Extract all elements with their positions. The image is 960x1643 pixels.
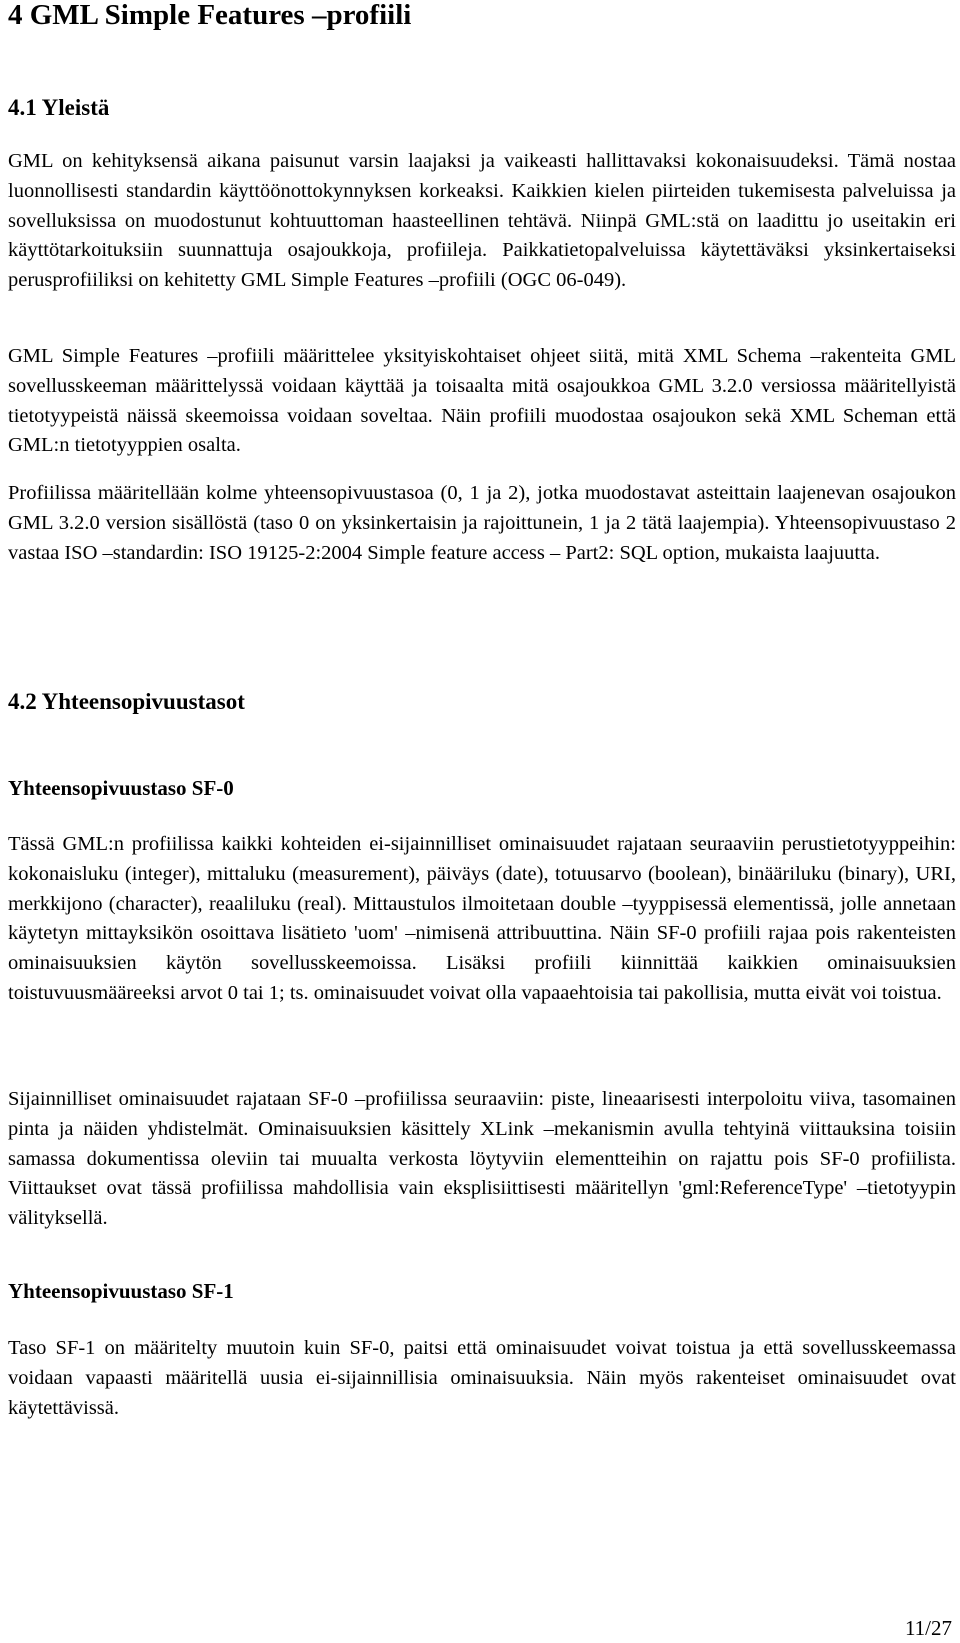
- chapter-title: 4 GML Simple Features –profiili: [8, 0, 412, 31]
- paragraph-sf0-nonspatial: [8, 830, 956, 1009]
- paragraph-sf1: [8, 1334, 956, 1423]
- paragraph-profile-definition: [8, 342, 956, 461]
- paragraph-intro: [8, 147, 956, 296]
- subsection-title-sf0: Yhteensopivuustaso SF-0: [8, 776, 234, 800]
- paragraph-sf0-spatial: [8, 1085, 956, 1234]
- paragraph-text: Profiilissa määritellään kolme yhteensopivuustasoa (0, 1 ja 2), jotka muodostavat asteittain laajenevan osajoukon GML 3.2.0 version sisällöstä (taso 0 on yksinkertaisin ja rajoittunein, 1 ja 2 tätä laajempia). Yhteensopivuustaso 2 vastaa ISO –standardin: ISO 19125-2:2004 Simple feature access – Part2: SQL option, mukaista laajuutta.: [8, 482, 956, 564]
- section-title-compliance-levels: 4.2 Yhteensopivuustasot: [8, 689, 245, 714]
- paragraph-text: Tässä GML:n profiilissa kaikki kohteiden ei-sijainnilliset ominaisuudet rajataan seuraaviin perustietotyyppeihin: kokonaisluku (integer), mittaluku (measurement), päiväys (date), totuusarvo (boolean), binääriluku (binary), URI, merkkijono (character), reaaliluku (real). Mittaustulos ilmoitetaan double –tyyppisessä elementissä, jolle annetaan käytetyn mittayksikön osoittava lisätieto 'uom' –nimisenä attribuuttina. Näin SF-0 profiili rajaa pois rakenteisten ominaisuuksien käytön sovellusskeemoissa. Lisäksi profiili kiinnittää kaikkien ominaisuuksien toistuvuusmääreeksi arvot 0 tai 1; ts. ominaisuudet voivat olla vapaaehtoisia tai pakollisia, mutta eivät voi toistua.: [8, 833, 956, 1004]
- paragraph-text: Taso SF-1 on määritelty muutoin kuin SF-0, paitsi että ominaisuudet voivat toistua ja että sovellusskeemassa voidaan vapaasti määritellä uusia ei-sijainnillisia ominaisuuksia. Näin myös rakenteiset ominaisuudet ovat käytettävissä.: [8, 1337, 956, 1419]
- paragraph-text: GML Simple Features –profiili määrittelee yksityiskohtaiset ohjeet siitä, mitä XML Schema –rakenteita GML sovellusskeeman määrittelyssä voidaan käyttää ja toisaalta mitä osajoukkoa GML 3.2.0 versiossa määritellyistä tietotyypeistä näissä skeemoissa voidaan soveltaa. Näin profiili muodostaa osajoukon sekä XML Scheman että GML:n tietotyyppien osalta.: [8, 345, 956, 457]
- page-number: 11/27: [904, 1616, 952, 1640]
- paragraph-text: Sijainnilliset ominaisuudet rajataan SF-0 –profiilissa seuraaviin: piste, lineaarisesti interpoloitu viiva, tasomainen pinta ja näiden yhdistelmät. Ominaisuuksien käsittely XLink –mekanismin avulla tehtyinä viittauksina toisiin samassa dokumentissa oleviin tai muualta verkosta löytyviin elementteihin on rajattu pois SF-0 profiilista. Viittaukset ovat tässä profiilissa mahdollisia vain eksplisiittisesti määritellyn 'gml:ReferenceType' –tietotyypin välityksellä.: [8, 1088, 956, 1230]
- paragraph-text: GML on kehityksensä aikana paisunut varsin laajaksi ja vaikeasti hallittavaksi kokonaisuudeksi. Tämä nostaa luonnollisesti standardin käyttöönottokynnyksen korkeaksi. Kaikkien kielen piirteiden tukemisesta palveluissa ja sovelluksissa on muodostunut kohtuuttoman haasteellinen tehtävä. Niinpä GML:stä on laadittu jo useitakin eri käyttötarkoituksiin suunnattuja osajoukkoja, profiileja. Paikkatietopalveluissa käytettäväksi yksinkertaiseksi perusprofiiliksi on kehitetty GML Simple Features –profiili (OGC 06-049).: [8, 150, 956, 292]
- section-title-general: 4.1 Yleistä: [8, 95, 110, 120]
- paragraph-compliance-levels: [8, 479, 956, 568]
- subsection-title-sf1: Yhteensopivuustaso SF-1: [8, 1279, 234, 1303]
